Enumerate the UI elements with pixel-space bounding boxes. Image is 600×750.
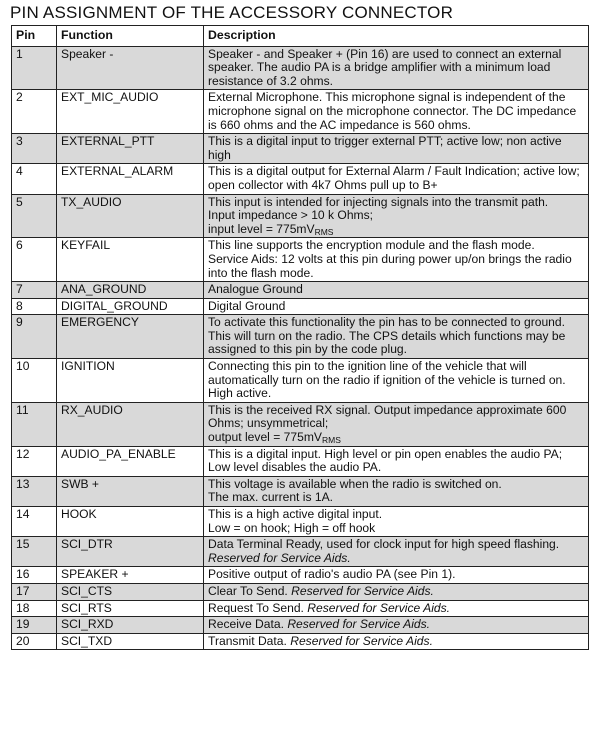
pin-description: [204, 633, 589, 650]
pin-number: 6: [12, 238, 57, 282]
pin-number: 1: [12, 46, 57, 90]
description-line: [208, 635, 584, 649]
description-text: This is a digital input to trigger external PTT; active low; non active high: [208, 134, 562, 162]
pin-function: KEYFAIL: [57, 238, 204, 282]
description-note: Reserved for Service Aids.: [208, 550, 351, 565]
pin-function: RX_AUDIO: [57, 402, 204, 446]
pin-function: DIGITAL_GROUND: [57, 298, 204, 315]
pin-description: [204, 134, 589, 164]
pin-number: 19: [12, 617, 57, 634]
description-text: To activate this functionality the pin has to be connected to ground. This will turn on the radio. The CPS details which functions may be assigned to this pin by the code plug.: [208, 315, 566, 357]
pin-number: 8: [12, 298, 57, 315]
description-note: Reserved for Service Aids.: [290, 633, 433, 648]
pin-number: 13: [12, 476, 57, 506]
pin-function: AUDIO_PA_ENABLE: [57, 446, 204, 476]
pin-description: [204, 315, 589, 359]
header-pin: Pin: [12, 26, 57, 47]
table-row: [12, 238, 589, 282]
description-line: [208, 491, 584, 505]
table-row: [12, 567, 589, 584]
description-line: [208, 478, 584, 492]
table-row: [12, 359, 589, 403]
table-row: [12, 583, 589, 600]
header-function: Function: [57, 26, 204, 47]
description-text: Request To Send.: [208, 600, 308, 615]
pin-description: [204, 402, 589, 446]
pin-description: [204, 583, 589, 600]
description-text: This line supports the encryption module and the flash mode.: [208, 238, 535, 253]
description-text: Input impedance > 10 k Ohms;: [208, 208, 374, 223]
pin-description: [204, 298, 589, 315]
description-text: Clear To Send.: [208, 583, 292, 598]
unit-subscript: RMS: [314, 226, 334, 237]
pin-description: [204, 617, 589, 634]
description-line: [208, 552, 584, 566]
table-header-row: [12, 26, 589, 47]
pin-function: EXTERNAL_ALARM: [57, 164, 204, 194]
table-row: [12, 282, 589, 299]
pin-description: [204, 46, 589, 90]
pin-description: [204, 537, 589, 567]
pin-function: IGNITION: [57, 359, 204, 403]
description-line: [208, 522, 584, 536]
description-text: Service Aids: 12 volts at this pin during power up/on brings the radio into the flash mode.: [208, 251, 572, 280]
table-row: [12, 507, 589, 537]
table-row: [12, 90, 589, 134]
description-text: Transmit Data.: [208, 633, 291, 648]
description-line: [208, 431, 584, 445]
description-line: [208, 360, 584, 401]
pin-description: [204, 164, 589, 194]
description-line: [208, 165, 584, 192]
pin-number: 16: [12, 567, 57, 584]
pin-description: [204, 567, 589, 584]
description-line: [208, 135, 584, 162]
pin-description: [204, 476, 589, 506]
description-line: [208, 253, 584, 280]
description-line: [208, 300, 584, 314]
pin-description: [204, 90, 589, 134]
description-text: Digital Ground: [208, 298, 286, 313]
pin-number: 20: [12, 633, 57, 650]
pin-description: [204, 194, 589, 238]
description-line: [208, 602, 584, 616]
description-text: output level = 775mV: [208, 430, 322, 445]
pin-function: SCI_DTR: [57, 537, 204, 567]
pin-number: 4: [12, 164, 57, 194]
pin-number: 10: [12, 359, 57, 403]
table-row: [12, 164, 589, 194]
pin-description: [204, 507, 589, 537]
table-row: [12, 402, 589, 446]
description-line: [208, 283, 584, 297]
description-text: This is the received RX signal. Output impedance approximate 600 Ohms; unsymmetrical;: [208, 402, 567, 431]
unit-subscript: RMS: [321, 435, 341, 446]
description-text: Receive Data.: [208, 617, 288, 632]
description-line: [208, 404, 584, 431]
description-text: External Microphone. This microphone signal is independent of the microphone signal on the microphone connector. The DC impedance is 660 ohms and the AC impedance is 560 ohms.: [208, 90, 577, 132]
description-text: This is a high active digital input.: [208, 507, 383, 521]
pin-function: SCI_RXD: [57, 617, 204, 634]
pin-number: 7: [12, 282, 57, 299]
description-note: Reserved for Service Aids.: [287, 617, 431, 632]
description-note: Reserved for Service Aids.: [291, 583, 434, 598]
page-title: PIN ASSIGNMENT OF THE ACCESSORY CONNECTOR: [10, 3, 454, 22]
description-text: Positive output of radio's audio PA (see Pin 1).: [208, 567, 456, 582]
pin-function: SWB +: [57, 476, 204, 506]
description-text: This is a digital input. High level or pin open enables the audio PA; Low level disables the audio PA.: [208, 446, 563, 475]
pin-function: SCI_CTS: [57, 583, 204, 600]
table-row: [12, 476, 589, 506]
description-text: This voltage is available when the radio is switched on.: [208, 476, 502, 491]
pin-function: EXT_MIC_AUDIO: [57, 90, 204, 134]
table-row: [12, 600, 589, 617]
description-text: input level = 775mV: [208, 221, 315, 236]
pin-number: 12: [12, 446, 57, 476]
pin-description: [204, 359, 589, 403]
description-line: [208, 585, 584, 599]
table-row: [12, 194, 589, 238]
table-row: [12, 633, 589, 650]
description-text: Low = on hook; High = off hook: [208, 520, 376, 535]
pin-description: [204, 238, 589, 282]
pin-function: EXTERNAL_PTT: [57, 134, 204, 164]
pin-function: SCI_RTS: [57, 600, 204, 617]
description-text: Analogue Ground: [208, 282, 303, 297]
table-row: [12, 446, 589, 476]
pin-function: TX_AUDIO: [57, 194, 204, 238]
table-row: [12, 315, 589, 359]
header-description: Description: [204, 26, 589, 47]
pin-number: 5: [12, 194, 57, 238]
pin-number: 14: [12, 507, 57, 537]
table-row: [12, 134, 589, 164]
description-line: [208, 223, 584, 237]
description-line: [208, 239, 584, 253]
description-text: This is a digital output for External Alarm / Fault Indication; active low; open collector with 4k7 Ohms pull up to B+: [208, 164, 580, 192]
pin-description: [204, 446, 589, 476]
description-line: [208, 209, 584, 223]
pin-function: SCI_TXD: [57, 633, 204, 650]
description-line: [208, 448, 584, 475]
description-text: Data Terminal Ready, used for clock input for high speed flashing.: [208, 537, 560, 552]
description-note: Reserved for Service Aids.: [307, 600, 451, 615]
pin-function: SPEAKER +: [57, 567, 204, 584]
description-line: [208, 618, 584, 632]
pin-function: Speaker -: [57, 46, 204, 90]
description-line: [208, 316, 584, 357]
pin-number: 9: [12, 315, 57, 359]
pin-function: EMERGENCY: [57, 315, 204, 359]
pin-number: 11: [12, 402, 57, 446]
pin-number: 3: [12, 134, 57, 164]
pin-description: [204, 282, 589, 299]
description-text: Connecting this pin to the ignition line of the vehicle that will automatically turn on the radio if ignition of the vehicle is turned on. High active.: [208, 359, 566, 401]
description-line: [208, 91, 584, 132]
description-line: [208, 48, 584, 89]
description-line: [208, 538, 584, 552]
description-line: [208, 568, 584, 582]
description-line: [208, 508, 584, 522]
pin-function: ANA_GROUND: [57, 282, 204, 299]
table-row: [12, 298, 589, 315]
description-line: [208, 196, 584, 210]
pin-function: HOOK: [57, 507, 204, 537]
pin-assignment-table: [11, 25, 589, 650]
table-row: [12, 617, 589, 634]
table-row: [12, 46, 589, 90]
description-text: This input is intended for injecting signals into the transmit path.: [208, 194, 549, 209]
description-text: The max. current is 1A.: [208, 490, 334, 505]
pin-number: 18: [12, 600, 57, 617]
pin-number: 17: [12, 583, 57, 600]
pin-description: [204, 600, 589, 617]
pin-number: 15: [12, 537, 57, 567]
description-text: Speaker - and Speaker + (Pin 16) are used to connect an external speaker. The audio PA is a bridge amplifier with a minimum load resistance of 3.2 ohms.: [208, 46, 562, 88]
table-row: [12, 537, 589, 567]
pin-number: 2: [12, 90, 57, 134]
